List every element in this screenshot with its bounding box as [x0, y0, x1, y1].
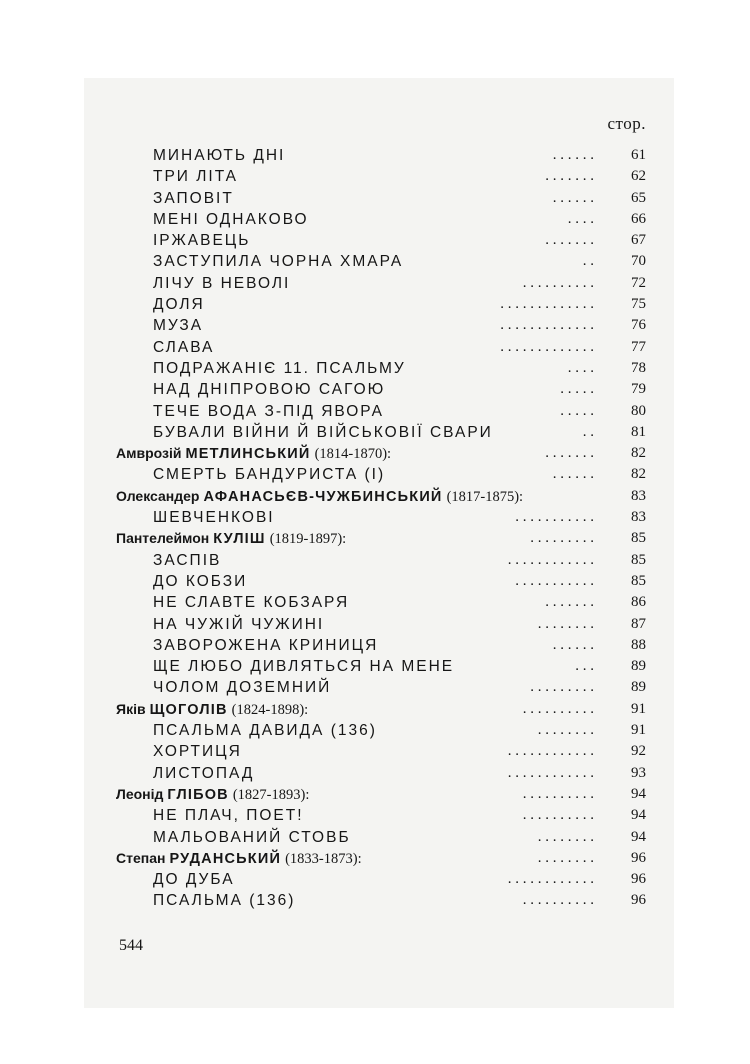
toc-poem-row — [116, 273, 646, 294]
dot-leader: . . . . . . . . . . . . . — [500, 317, 594, 334]
page-reference: 61 — [631, 147, 646, 163]
author-surname: МЕТЛИНСЬКИЙ — [185, 446, 311, 463]
poem-title: ЛИСТОПАД — [153, 764, 255, 782]
toc-poem-row — [116, 550, 646, 571]
page-reference: 67 — [631, 232, 646, 249]
toc-poem-row — [116, 166, 646, 187]
toc-author-row — [116, 784, 646, 805]
poem-title: ЛІЧУ В НЕВОЛІ — [153, 274, 291, 292]
dot-leader: . . . . — [567, 210, 594, 227]
poem-title: ХОРТИЦЯ — [153, 743, 242, 761]
page-reference: 86 — [631, 594, 646, 611]
poem-title: ЧОЛОМ ДОЗЕМНИЙ — [153, 679, 332, 697]
page-reference: 96 — [631, 849, 646, 866]
poem-title: НЕ СЛАВТЕ КОБЗАРЯ — [153, 594, 350, 612]
page-number: 544 — [119, 937, 143, 954]
dot-leader: . . . . . . . . . . — [522, 274, 594, 291]
poem-title: СМЕРТЬ БАНДУРИСТА (І) — [153, 466, 386, 484]
page-reference: 79 — [631, 381, 646, 398]
page-reference: 96 — [631, 892, 646, 909]
dot-leader: . . . . . . . . . . . — [515, 509, 594, 526]
dot-leader: . . . . . — [560, 402, 594, 419]
toc-poem-row — [116, 827, 646, 848]
poem-title: ПСАЛЬМА (136) — [153, 892, 296, 910]
page-reference: 94 — [631, 828, 646, 845]
dot-leader: . . . . . . . — [545, 594, 594, 611]
dot-leader: . . . . — [567, 359, 594, 376]
author-surname: АФАНАСЬЄВ-ЧУЖБИНСЬКИЙ — [203, 488, 443, 505]
author-surname: РУДАНСЬКИЙ — [169, 850, 282, 867]
toc-poem-row — [116, 188, 646, 209]
toc-poem-row — [116, 315, 646, 336]
poem-title: ТЕЧЕ ВОДА З-ПІД ЯВОРА — [153, 402, 384, 420]
page-reference: 93 — [631, 764, 646, 781]
poem-title: ПОДРАЖАНІЄ 11. ПСАЛЬМУ — [153, 359, 406, 377]
toc-author-row — [116, 486, 646, 507]
poem-title: ЩЕ ЛЮБО ДИВЛЯТЬСЯ НА МЕНЕ — [153, 658, 455, 676]
toc-poem-row — [116, 720, 646, 741]
toc-poem-row — [116, 890, 646, 911]
toc-author-row — [116, 699, 646, 720]
dot-leader: . . . . . . . . — [537, 722, 594, 739]
page-reference: 82 — [631, 445, 646, 462]
toc-poem-row — [116, 294, 646, 315]
poem-title: ДОЛЯ — [153, 296, 205, 314]
dot-leader: . . . . . . — [552, 147, 594, 163]
page-reference: 66 — [631, 210, 646, 227]
author-years: (1827-1893): — [232, 786, 310, 803]
toc-poem-row — [116, 656, 646, 677]
poem-title: МУЗА — [153, 317, 204, 335]
poem-title: ШЕВЧЕНКОВІ — [153, 509, 275, 527]
toc-author-row — [116, 528, 646, 549]
author-first-name: Степан — [116, 849, 166, 866]
dot-leader: . . . . . . . . . . . . — [507, 743, 594, 760]
toc-poem-row — [116, 358, 646, 379]
dot-leader: . . . . . — [560, 381, 594, 398]
poem-title: МИНАЮТЬ ДНІ — [153, 147, 286, 164]
toc-poem-row — [116, 805, 646, 826]
page-reference: 85 — [631, 572, 646, 589]
page-reference: 78 — [631, 359, 646, 376]
dot-leader: . . . . . . . . . . . . . — [500, 296, 594, 313]
toc-poem-row — [116, 209, 646, 230]
dot-leader: . . . . . . — [552, 636, 594, 653]
page-reference: 87 — [631, 615, 646, 632]
author-surname: ЩОГОЛІВ — [149, 701, 228, 718]
page-reference: 94 — [631, 807, 646, 824]
page-reference: 62 — [631, 168, 646, 185]
page-reference: 72 — [631, 274, 646, 291]
dot-leader: . . — [582, 253, 594, 270]
toc-author-row — [116, 443, 646, 464]
dot-leader: . . . . . . . . . . — [522, 785, 594, 802]
toc-poem-row — [116, 422, 646, 443]
dot-leader: . . — [582, 423, 594, 440]
page-reference: 65 — [631, 189, 646, 206]
page-reference: 83 — [631, 509, 646, 526]
dot-leader: . . . . . . — [552, 189, 594, 206]
page-reference: 94 — [631, 785, 646, 802]
page-reference: 85 — [631, 551, 646, 568]
page-reference: 96 — [631, 871, 646, 888]
dot-leader: . . . . . . — [552, 466, 594, 483]
page-reference: 89 — [631, 679, 646, 696]
page-reference: 82 — [631, 466, 646, 483]
toc-poem-row — [116, 571, 646, 592]
dot-leader: . . . — [575, 658, 594, 675]
author-surname: ГЛІБОВ — [167, 786, 229, 803]
dot-leader: . . . . . . . . . . . . — [507, 551, 594, 568]
toc-poem-row — [116, 401, 646, 422]
dot-leader: . . . . . . . . . . — [522, 892, 594, 909]
dot-leader: . . . . . . . . . . . . — [507, 871, 594, 888]
page-reference: 85 — [631, 530, 646, 547]
dot-leader: . . . . . . . — [545, 232, 594, 249]
poem-title: ЗАСПІВ — [153, 551, 222, 569]
author-first-name: Амврозій — [116, 445, 182, 462]
poem-title: ПСАЛЬМА ДАВИДА (136) — [153, 722, 377, 740]
page-reference: 75 — [631, 296, 646, 313]
poem-title: НАД ДНІПРОВОЮ САГОЮ — [153, 381, 386, 399]
poem-title: ЗАСТУПИЛА ЧОРНА ХМАРА — [153, 253, 404, 271]
toc-poem-row — [116, 592, 646, 613]
page-reference: 91 — [631, 722, 646, 739]
toc-poem-row — [116, 763, 646, 784]
poem-title: МЕНІ ОДНАКОВО — [153, 210, 309, 228]
toc-poem-row — [116, 230, 646, 251]
toc-poem-row — [116, 464, 646, 485]
dot-leader: . . . . . . . . — [537, 849, 594, 866]
dot-leader: . . . . . . . . — [537, 828, 594, 845]
poem-title: ДО КОБЗИ — [153, 572, 248, 590]
toc-author-row — [116, 848, 646, 869]
poem-title: ЗАВОРОЖЕНА КРИНИЦЯ — [153, 636, 379, 654]
poem-title: НЕ ПЛАЧ, ПОЕТ! — [153, 807, 304, 825]
author-years: (1817-1875): — [446, 488, 524, 505]
author-years: (1833-1873): — [285, 850, 362, 867]
toc-poem-row — [116, 337, 646, 358]
dot-leader: . . . . . . . . . — [530, 530, 594, 547]
dot-leader: . . . . . . . . . . — [522, 807, 594, 824]
author-first-name: Олександер — [116, 487, 200, 504]
page-reference: 88 — [631, 636, 646, 653]
dot-leader: . . . . . . . — [545, 445, 594, 462]
page-reference: 77 — [631, 338, 646, 355]
page-reference: 91 — [631, 700, 646, 717]
page-column-header: стор. — [607, 114, 646, 133]
author-first-name: Яків — [116, 700, 146, 717]
author-years: (1819-1897): — [269, 531, 347, 548]
author-first-name: Пантелеймон — [116, 530, 210, 547]
page-reference: 76 — [631, 317, 646, 334]
author-surname: КУЛІШ — [213, 531, 266, 548]
dot-leader: . . . . . . . . . . . — [515, 572, 594, 589]
poem-title: МАЛЬОВАНИЙ СТОВБ — [153, 828, 351, 846]
toc-poem-row — [116, 869, 646, 890]
dot-leader: . . . . . . . . — [537, 615, 594, 632]
dot-leader: . . . . . . . . . . — [522, 700, 594, 717]
toc-poem-row — [116, 379, 646, 400]
poem-title: СЛАВА — [153, 338, 215, 356]
dot-leader: . . . . . . . . . . . . . — [500, 338, 594, 355]
author-first-name: Леонід — [116, 785, 164, 802]
toc-poem-row — [116, 145, 646, 166]
dot-leader: . . . . . . . . . . . . — [507, 764, 594, 781]
author-years: (1824-1898): — [231, 701, 309, 718]
page-reference: 81 — [631, 423, 646, 440]
poem-title: НА ЧУЖІЙ ЧУЖИНІ — [153, 615, 325, 633]
page-reference: 80 — [631, 402, 646, 419]
poem-title: ТРИ ЛІТА — [153, 168, 239, 186]
toc-poem-row — [116, 251, 646, 272]
poem-title: ІРЖАВЕЦЬ — [153, 232, 251, 250]
toc-poem-row — [116, 635, 646, 656]
page-reference: 89 — [631, 658, 646, 675]
table-of-contents — [116, 145, 646, 912]
toc-poem-row — [116, 677, 646, 698]
page-reference: 92 — [631, 743, 646, 760]
page-reference: 70 — [631, 253, 646, 270]
poem-title: ДО ДУБА — [153, 871, 235, 889]
author-years: (1814-1870): — [314, 446, 392, 463]
toc-poem-row — [116, 614, 646, 635]
toc-poem-row — [116, 507, 646, 528]
dot-leader: . . . . . . . . . — [530, 679, 594, 696]
page-reference: 83 — [631, 487, 646, 504]
poem-title: БУВАЛИ ВІЙНИ Й ВІЙСЬКОВІЇ СВАРИ — [153, 423, 493, 441]
dot-leader: . . . . . . . — [545, 168, 594, 185]
toc-poem-row — [116, 741, 646, 762]
poem-title: ЗАПОВІТ — [153, 189, 234, 207]
